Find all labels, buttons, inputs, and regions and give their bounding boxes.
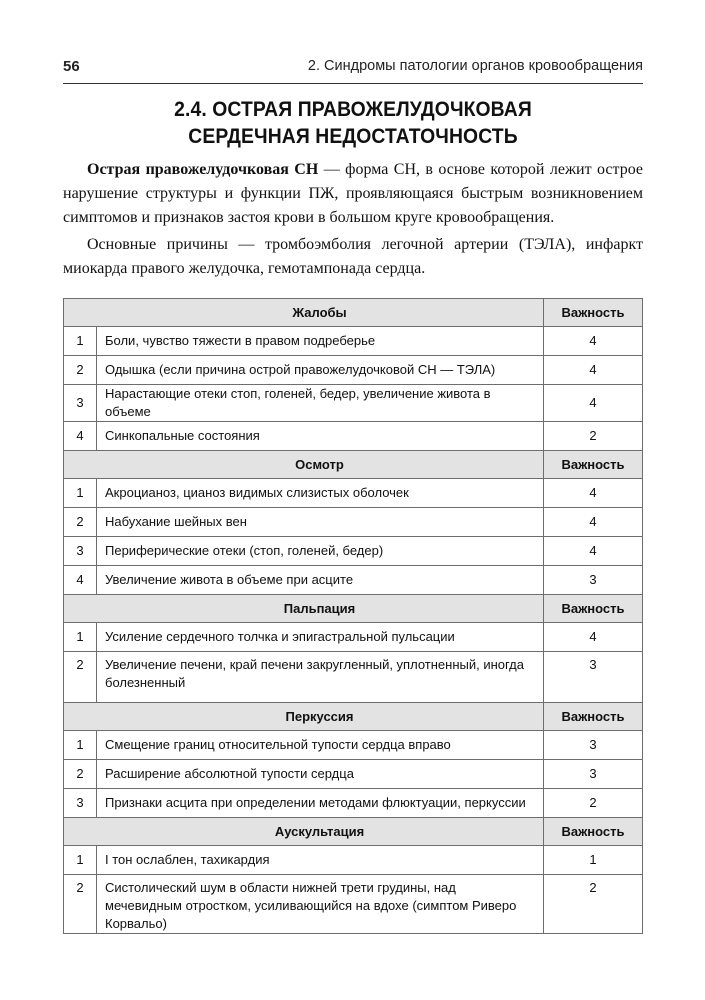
row-number: 2 [64,760,97,789]
table-row [64,327,643,356]
importance-header: Важность [544,299,643,327]
table-section-header [64,595,643,623]
row-text: Нарастающие отеки стоп, голеней, бедер, увеличение живота в объеме [97,385,544,422]
row-number: 2 [64,356,97,385]
row-importance: 3 [544,760,643,789]
row-importance: 4 [544,356,643,385]
table-section-header [64,299,643,327]
row-importance: 2 [544,789,643,818]
running-head [63,58,643,82]
row-text: Признаки асцита при определении методами флюктуации, перкуссии [97,789,544,818]
causes-paragraph: Основные причины — тромбоэмболия легочной артерии (ТЭЛА), инфаркт миокарда правого желудочка, гемотампонада сердца. [63,236,643,277]
table-section-header [64,703,643,731]
section-title-line-2: СЕРДЕЧНАЯ НЕДОСТАТОЧНОСТЬ [188,124,518,148]
table-row [64,508,643,537]
row-text: Увеличение живота в объеме при асците [97,566,544,595]
row-number: 1 [64,479,97,508]
definition-paragraph [63,158,643,230]
importance-header: Важность [544,595,643,623]
row-number: 2 [64,508,97,537]
row-number: 2 [64,875,97,934]
table-section-header [64,451,643,479]
table-row [64,760,643,789]
row-text: Увеличение печени, край печени закругленный, уплотненный, иногда болезненный [97,652,544,703]
section-header-title: Аускультация [64,818,544,846]
row-text: Систолический шум в области нижней трети грудины, над мечевидным отростком, усиливающийся на вдохе (симптом Риверо Корвальо) [97,875,544,934]
row-text: Усиление сердечного толчка и эпигастральной пульсации [97,623,544,652]
table-row [64,537,643,566]
row-number: 1 [64,731,97,760]
row-number: 1 [64,327,97,356]
diagnostic-criteria-table [63,298,643,934]
row-importance: 4 [544,479,643,508]
row-importance: 3 [544,731,643,760]
row-importance: 2 [544,875,643,934]
row-text: Расширение абсолютной тупости сердца [97,760,544,789]
header-rule [63,83,643,84]
importance-header: Важность [544,451,643,479]
table-row [64,356,643,385]
page-number: 56 [63,58,80,75]
row-text: Боли, чувство тяжести в правом подреберье [97,327,544,356]
section-header-title: Перкуссия [64,703,544,731]
row-importance: 4 [544,327,643,356]
chapter-title: 2. Синдромы патологии органов кровообращения [307,58,643,74]
table-row [64,422,643,451]
row-importance: 4 [544,537,643,566]
row-number: 4 [64,566,97,595]
row-number: 3 [64,385,97,422]
section-header-title: Осмотр [64,451,544,479]
row-number: 1 [64,846,97,875]
row-importance: 2 [544,422,643,451]
row-importance: 4 [544,385,643,422]
row-text: Акроцианоз, цианоз видимых слизистых оболочек [97,479,544,508]
table-row [64,623,643,652]
table-row [64,875,643,934]
definition-text: — форма СН, в основе которой лежит острое нарушение структуры и функции ПЖ, проявляющаяся быстрым возникновением симптомов и признаков застоя крови в большом круге кровообращения. [63,161,643,226]
row-number: 3 [64,789,97,818]
section-title [92,96,614,150]
body-text [63,158,643,281]
importance-header: Важность [544,703,643,731]
row-number: 1 [64,623,97,652]
row-text: Смещение границ относительной тупости сердца вправо [97,731,544,760]
table-row [64,652,643,703]
row-number: 3 [64,537,97,566]
row-importance: 3 [544,566,643,595]
section-header-title: Жалобы [64,299,544,327]
row-text: I тон ослаблен, тахикардия [97,846,544,875]
section-header-title: Пальпация [64,595,544,623]
row-importance: 3 [544,652,643,703]
table-row [64,566,643,595]
table-row [64,479,643,508]
table-section-header [64,818,643,846]
row-text: Синкопальные состояния [97,422,544,451]
importance-header: Важность [544,818,643,846]
row-number: 4 [64,422,97,451]
defined-term: Острая правожелудочковая СН [87,161,319,178]
row-text: Одышка (если причина острой правожелудочковой СН — ТЭЛА) [97,356,544,385]
row-number: 2 [64,652,97,703]
table-row [64,846,643,875]
table-row [64,731,643,760]
table-row [64,789,643,818]
row-text: Набухание шейных вен [97,508,544,537]
row-importance: 1 [544,846,643,875]
row-importance: 4 [544,508,643,537]
section-title-line-1: 2.4. ОСТРАЯ ПРАВОЖЕЛУДОЧКОВАЯ [174,97,532,121]
row-text: Периферические отеки (стоп, голеней, бедер) [97,537,544,566]
table-row [64,385,643,422]
row-importance: 4 [544,623,643,652]
